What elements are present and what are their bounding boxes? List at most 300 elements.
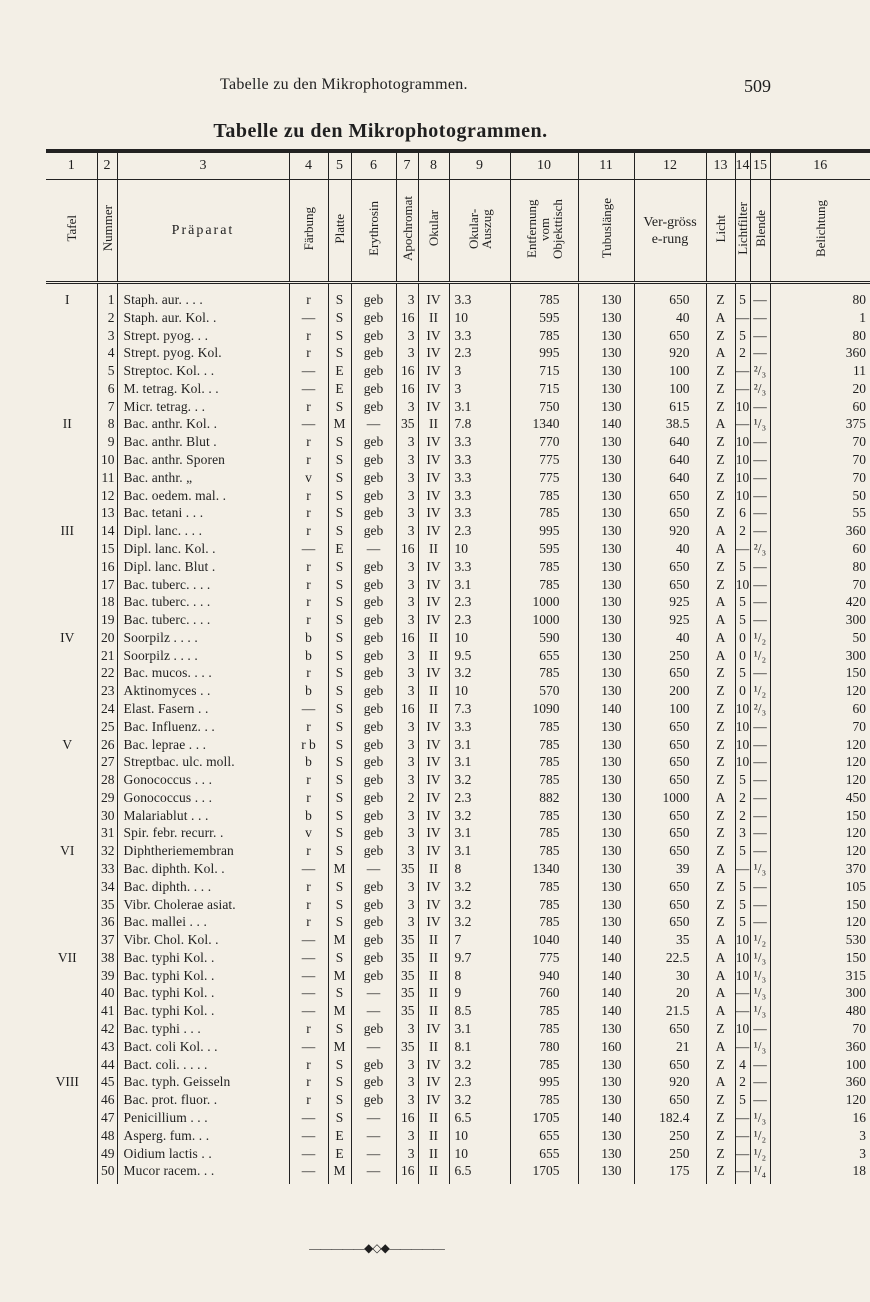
cell-okular: II bbox=[418, 1162, 449, 1184]
cell-vergroesserung: 650 bbox=[634, 771, 706, 789]
cell-okular-auszug: 3.2 bbox=[449, 771, 510, 789]
cell-okular: II bbox=[418, 1127, 449, 1145]
cell-nummer: 37 bbox=[97, 931, 117, 949]
cell-vergroesserung: 21 bbox=[634, 1038, 706, 1056]
cell-okular: IV bbox=[418, 344, 449, 362]
cell-tafel bbox=[46, 576, 97, 594]
cell-erythrosin: geb bbox=[351, 931, 396, 949]
cell-okular-auszug: 3 bbox=[449, 362, 510, 380]
cell-licht: Z bbox=[706, 1091, 735, 1109]
cell-faerbung: r bbox=[289, 451, 328, 469]
cell-okular-auszug: 6.5 bbox=[449, 1109, 510, 1127]
cell-okular-auszug: 8.5 bbox=[449, 1002, 510, 1020]
cell-licht: Z bbox=[706, 913, 735, 931]
cell-platte: S bbox=[328, 682, 351, 700]
cell-blende: ²/₃ bbox=[750, 700, 770, 718]
cell-praeparat: Bac. mucos. . . . bbox=[117, 664, 289, 682]
cell-faerbung: r bbox=[289, 896, 328, 914]
cell-okular-auszug: 10 bbox=[449, 1127, 510, 1145]
cell-belichtung: 150 bbox=[770, 896, 870, 914]
cell-entfernung: 785 bbox=[510, 504, 578, 522]
cell-faerbung: r bbox=[289, 344, 328, 362]
cell-faerbung: r bbox=[289, 771, 328, 789]
table-row bbox=[46, 611, 870, 629]
cell-tafel bbox=[46, 611, 97, 629]
cell-nummer: 42 bbox=[97, 1020, 117, 1038]
header-platte: Platte bbox=[328, 180, 351, 283]
cell-okular: IV bbox=[418, 504, 449, 522]
cell-apochromat: 3 bbox=[396, 1127, 418, 1145]
cell-blende: ¹/₂ bbox=[750, 1145, 770, 1163]
table-row bbox=[46, 931, 870, 949]
cell-tubuslaenge: 130 bbox=[578, 664, 634, 682]
cell-vergroesserung: 650 bbox=[634, 807, 706, 825]
cell-apochromat: 35 bbox=[396, 984, 418, 1002]
cell-nummer: 15 bbox=[97, 540, 117, 558]
column-number: 6 bbox=[351, 151, 396, 180]
cell-faerbung: b bbox=[289, 682, 328, 700]
cell-platte: E bbox=[328, 1127, 351, 1145]
cell-blende: — bbox=[750, 1091, 770, 1109]
cell-licht: Z bbox=[706, 283, 735, 309]
cell-okular-auszug: 3.2 bbox=[449, 878, 510, 896]
cell-erythrosin: geb bbox=[351, 807, 396, 825]
table-row bbox=[46, 1056, 870, 1074]
cell-faerbung: r bbox=[289, 433, 328, 451]
cell-licht: Z bbox=[706, 771, 735, 789]
cell-faerbung: — bbox=[289, 1145, 328, 1163]
cell-faerbung: b bbox=[289, 629, 328, 647]
cell-tubuslaenge: 130 bbox=[578, 1145, 634, 1163]
cell-okular: II bbox=[418, 949, 449, 967]
cell-belichtung: 105 bbox=[770, 878, 870, 896]
cell-vergroesserung: 250 bbox=[634, 1145, 706, 1163]
cell-entfernung: 655 bbox=[510, 1127, 578, 1145]
cell-vergroesserung: 650 bbox=[634, 718, 706, 736]
cell-erythrosin: geb bbox=[351, 398, 396, 416]
cell-blende: — bbox=[750, 309, 770, 327]
cell-praeparat: Bac. tuberc. . . . bbox=[117, 576, 289, 594]
table-row bbox=[46, 576, 870, 594]
cell-vergroesserung: 650 bbox=[634, 1020, 706, 1038]
cell-licht: A bbox=[706, 984, 735, 1002]
cell-entfernung: 785 bbox=[510, 878, 578, 896]
cell-tafel bbox=[46, 504, 97, 522]
cell-praeparat: Bac. Influenz. . . bbox=[117, 718, 289, 736]
table-row bbox=[46, 842, 870, 860]
cell-blende: — bbox=[750, 398, 770, 416]
cell-erythrosin: — bbox=[351, 1145, 396, 1163]
cell-praeparat: Bac. oedem. mal. . bbox=[117, 487, 289, 505]
cell-nummer: 47 bbox=[97, 1109, 117, 1127]
cell-licht: Z bbox=[706, 504, 735, 522]
cell-lichtfilter: 10 bbox=[735, 469, 750, 485]
cell-apochromat: 35 bbox=[396, 860, 418, 878]
cell-okular-auszug: 10 bbox=[449, 682, 510, 700]
cell-nummer: 48 bbox=[97, 1127, 117, 1145]
cell-okular-auszug: 6.5 bbox=[449, 1162, 510, 1184]
cell-entfernung: 785 bbox=[510, 824, 578, 842]
cell-apochromat: 3 bbox=[396, 1020, 418, 1038]
cell-platte: S bbox=[328, 824, 351, 842]
cell-tafel bbox=[46, 309, 97, 327]
cell-lichtfilter: — bbox=[735, 1127, 750, 1143]
cell-lichtfilter: — bbox=[735, 416, 750, 432]
cell-tubuslaenge: 140 bbox=[578, 949, 634, 967]
cell-okular: II bbox=[418, 682, 449, 700]
table-row bbox=[46, 433, 870, 451]
cell-nummer: 23 bbox=[97, 682, 117, 700]
cell-praeparat: Strept. pyog. Kol. bbox=[117, 344, 289, 362]
cell-belichtung: 16 bbox=[770, 1109, 870, 1127]
cell-erythrosin: geb bbox=[351, 1091, 396, 1109]
cell-entfernung: 655 bbox=[510, 647, 578, 665]
cell-platte: S bbox=[328, 309, 351, 327]
cell-erythrosin: geb bbox=[351, 896, 396, 914]
cell-erythrosin: geb bbox=[351, 682, 396, 700]
cell-praeparat: Bac. anthr. Blut . bbox=[117, 433, 289, 451]
cell-tafel bbox=[46, 807, 97, 825]
table-row bbox=[46, 344, 870, 362]
cell-apochromat: 3 bbox=[396, 504, 418, 522]
cell-okular-auszug: 3.2 bbox=[449, 807, 510, 825]
cell-lichtfilter: 10 bbox=[735, 736, 750, 752]
cell-entfernung: 595 bbox=[510, 540, 578, 558]
cell-platte: M bbox=[328, 860, 351, 878]
cell-okular-auszug: 3.1 bbox=[449, 576, 510, 594]
table-row bbox=[46, 451, 870, 469]
cell-nummer: 27 bbox=[97, 753, 117, 771]
cell-erythrosin: geb bbox=[351, 611, 396, 629]
table-row bbox=[46, 1073, 870, 1091]
table-row bbox=[46, 380, 870, 398]
cell-platte: M bbox=[328, 1002, 351, 1020]
cell-apochromat: 3 bbox=[396, 682, 418, 700]
cell-tubuslaenge: 140 bbox=[578, 700, 634, 718]
cell-okular-auszug: 9.7 bbox=[449, 949, 510, 967]
table-row bbox=[46, 949, 870, 967]
cell-apochromat: 3 bbox=[396, 664, 418, 682]
table-row bbox=[46, 1109, 870, 1127]
cell-vergroesserung: 1000 bbox=[634, 789, 706, 807]
cell-tubuslaenge: 130 bbox=[578, 647, 634, 665]
cell-entfernung: 1090 bbox=[510, 700, 578, 718]
cell-praeparat: Diphtheriemembran bbox=[117, 842, 289, 860]
cell-tafel bbox=[46, 824, 97, 842]
header-tubuslaenge: Tubuslänge bbox=[578, 180, 634, 283]
cell-lichtfilter: 5 bbox=[735, 842, 750, 860]
cell-lichtfilter: 10 bbox=[735, 434, 750, 450]
cell-tafel bbox=[46, 984, 97, 1002]
cell-lichtfilter: 10 bbox=[735, 398, 750, 414]
cell-erythrosin: — bbox=[351, 984, 396, 1002]
cell-vergroesserung: 39 bbox=[634, 860, 706, 878]
cell-entfernung: 785 bbox=[510, 576, 578, 594]
cell-erythrosin: — bbox=[351, 1002, 396, 1020]
cell-vergroesserung: 650 bbox=[634, 913, 706, 931]
cell-apochromat: 35 bbox=[396, 1002, 418, 1020]
cell-faerbung: r bbox=[289, 664, 328, 682]
cell-okular-auszug: 9 bbox=[449, 984, 510, 1002]
table-row bbox=[46, 1162, 870, 1184]
cell-okular: IV bbox=[418, 522, 449, 540]
cell-vergroesserung: 615 bbox=[634, 398, 706, 416]
cell-entfernung: 785 bbox=[510, 1002, 578, 1020]
cell-faerbung: r bbox=[289, 487, 328, 505]
cell-okular: IV bbox=[418, 611, 449, 629]
table-row bbox=[46, 629, 870, 647]
cell-blende: — bbox=[750, 842, 770, 860]
cell-tubuslaenge: 140 bbox=[578, 931, 634, 949]
cell-belichtung: 60 bbox=[770, 540, 870, 558]
cell-platte: S bbox=[328, 913, 351, 931]
cell-erythrosin: geb bbox=[351, 647, 396, 665]
cell-licht: Z bbox=[706, 487, 735, 505]
cell-nummer: 34 bbox=[97, 878, 117, 896]
cell-blende: ¹/₃ bbox=[750, 1109, 770, 1127]
cell-apochromat: 3 bbox=[396, 1145, 418, 1163]
column-number: 14 bbox=[735, 151, 750, 180]
cell-apochromat: 16 bbox=[396, 362, 418, 380]
cell-apochromat: 16 bbox=[396, 629, 418, 647]
cell-faerbung: b bbox=[289, 807, 328, 825]
cell-praeparat: Bac. typh. Geisseln bbox=[117, 1073, 289, 1091]
cell-licht: A bbox=[706, 415, 735, 433]
cell-vergroesserung: 920 bbox=[634, 344, 706, 362]
table-row bbox=[46, 309, 870, 327]
cell-okular-auszug: 8.1 bbox=[449, 1038, 510, 1056]
cell-licht: Z bbox=[706, 451, 735, 469]
cell-tafel bbox=[46, 789, 97, 807]
cell-tubuslaenge: 130 bbox=[578, 398, 634, 416]
table-row bbox=[46, 664, 870, 682]
cell-belichtung: 50 bbox=[770, 487, 870, 505]
cell-nummer: 43 bbox=[97, 1038, 117, 1056]
cell-faerbung: r b bbox=[289, 736, 328, 754]
cell-tafel bbox=[46, 913, 97, 931]
cell-belichtung: 370 bbox=[770, 860, 870, 878]
cell-vergroesserung: 650 bbox=[634, 824, 706, 842]
cell-licht: Z bbox=[706, 1109, 735, 1127]
cell-tafel: VII bbox=[57, 949, 77, 965]
cell-tafel bbox=[46, 931, 97, 949]
cell-apochromat: 3 bbox=[396, 753, 418, 771]
cell-belichtung: 3 bbox=[770, 1127, 870, 1145]
cell-tafel bbox=[46, 1127, 97, 1145]
cell-blende: — bbox=[750, 327, 770, 345]
cell-entfernung: 785 bbox=[510, 487, 578, 505]
cell-apochromat: 3 bbox=[396, 576, 418, 594]
cell-entfernung: 750 bbox=[510, 398, 578, 416]
cell-nummer: 8 bbox=[97, 415, 117, 433]
cell-okular: IV bbox=[418, 433, 449, 451]
cell-nummer: 38 bbox=[97, 949, 117, 967]
cell-tafel: III bbox=[60, 523, 74, 539]
cell-okular-auszug: 3.3 bbox=[449, 433, 510, 451]
cell-licht: A bbox=[706, 611, 735, 629]
cell-lichtfilter: 5 bbox=[735, 558, 750, 576]
cell-apochromat: 35 bbox=[396, 949, 418, 967]
cell-vergroesserung: 650 bbox=[634, 664, 706, 682]
cell-okular-auszug: 2.3 bbox=[449, 1073, 510, 1091]
cell-blende: ¹/₃ bbox=[750, 415, 770, 433]
cell-okular-auszug: 3.3 bbox=[449, 718, 510, 736]
cell-entfernung: 785 bbox=[510, 283, 578, 309]
cell-tubuslaenge: 130 bbox=[578, 1073, 634, 1091]
table-row bbox=[46, 540, 870, 558]
cell-entfernung: 940 bbox=[510, 967, 578, 985]
cell-nummer: 32 bbox=[97, 842, 117, 860]
cell-blende: ¹/₂ bbox=[750, 931, 770, 949]
cell-blende: — bbox=[750, 789, 770, 807]
cell-okular-auszug: 2.3 bbox=[449, 522, 510, 540]
cell-nummer: 16 bbox=[97, 558, 117, 576]
table-row bbox=[46, 896, 870, 914]
cell-okular: IV bbox=[418, 380, 449, 398]
cell-belichtung: 150 bbox=[770, 664, 870, 682]
cell-licht: Z bbox=[706, 380, 735, 398]
cell-entfernung: 785 bbox=[510, 1056, 578, 1074]
cell-faerbung: r bbox=[289, 283, 328, 309]
cell-licht: Z bbox=[706, 736, 735, 754]
cell-praeparat: Elast. Fasern . . bbox=[117, 700, 289, 718]
table-row bbox=[46, 504, 870, 522]
cell-tafel bbox=[46, 682, 97, 700]
cell-okular-auszug: 3.1 bbox=[449, 1020, 510, 1038]
cell-praeparat: Bac. typhi Kol. . bbox=[117, 984, 289, 1002]
cell-lichtfilter: 2 bbox=[735, 807, 750, 825]
cell-tafel bbox=[46, 487, 97, 505]
cell-belichtung: 70 bbox=[770, 469, 870, 487]
column-number: 13 bbox=[706, 151, 735, 180]
cell-okular: IV bbox=[418, 283, 449, 309]
cell-blende: — bbox=[750, 522, 770, 540]
cell-platte: M bbox=[328, 415, 351, 433]
cell-tafel bbox=[46, 362, 97, 380]
cell-apochromat: 16 bbox=[396, 1109, 418, 1127]
cell-praeparat: Strept. pyog. . . bbox=[117, 327, 289, 345]
cell-blende: — bbox=[750, 1056, 770, 1074]
cell-nummer: 46 bbox=[97, 1091, 117, 1109]
cell-tafel bbox=[46, 771, 97, 789]
cell-apochromat: 3 bbox=[396, 736, 418, 754]
cell-tubuslaenge: 160 bbox=[578, 1038, 634, 1056]
cell-okular-auszug: 8 bbox=[449, 860, 510, 878]
cell-entfernung: 785 bbox=[510, 736, 578, 754]
cell-tafel bbox=[46, 451, 97, 469]
cell-platte: S bbox=[328, 469, 351, 487]
end-ornament bbox=[0, 1241, 801, 1256]
cell-entfernung: 655 bbox=[510, 1145, 578, 1163]
cell-okular: IV bbox=[418, 896, 449, 914]
cell-praeparat: Vibr. Cholerae asiat. bbox=[117, 896, 289, 914]
cell-okular-auszug: 3.2 bbox=[449, 1056, 510, 1074]
cell-apochromat: 16 bbox=[396, 540, 418, 558]
micrograph-table bbox=[46, 149, 870, 1184]
cell-licht: Z bbox=[706, 718, 735, 736]
cell-okular-auszug: 3.3 bbox=[449, 504, 510, 522]
cell-praeparat: Oidium lactis . . bbox=[117, 1145, 289, 1163]
cell-entfernung: 785 bbox=[510, 718, 578, 736]
cell-belichtung: 60 bbox=[770, 398, 870, 416]
cell-vergroesserung: 920 bbox=[634, 522, 706, 540]
cell-entfernung: 1705 bbox=[510, 1162, 578, 1184]
cell-okular: IV bbox=[418, 1056, 449, 1074]
cell-nummer: 22 bbox=[97, 664, 117, 682]
cell-erythrosin: — bbox=[351, 1109, 396, 1127]
cell-apochromat: 35 bbox=[396, 967, 418, 985]
cell-blende: ¹/₄ bbox=[750, 1162, 770, 1184]
table-row bbox=[46, 1002, 870, 1020]
cell-platte: S bbox=[328, 1091, 351, 1109]
cell-apochromat: 3 bbox=[396, 824, 418, 842]
cell-lichtfilter: 10 bbox=[735, 754, 750, 770]
table-row bbox=[46, 362, 870, 380]
cell-faerbung: — bbox=[289, 984, 328, 1002]
cell-nummer: 25 bbox=[97, 718, 117, 736]
header-lichtfilter: Lichtfilter bbox=[735, 180, 750, 283]
cell-platte: S bbox=[328, 949, 351, 967]
cell-faerbung: v bbox=[289, 824, 328, 842]
cell-belichtung: 80 bbox=[770, 558, 870, 576]
table-row bbox=[46, 967, 870, 985]
cell-okular: II bbox=[418, 540, 449, 558]
cell-praeparat: Streptoc. Kol. . . bbox=[117, 362, 289, 380]
cell-tafel bbox=[46, 469, 97, 487]
cell-faerbung: — bbox=[289, 415, 328, 433]
cell-apochromat: 3 bbox=[396, 344, 418, 362]
cell-tubuslaenge: 130 bbox=[578, 469, 634, 487]
cell-tubuslaenge: 140 bbox=[578, 967, 634, 985]
cell-vergroesserung: 38.5 bbox=[634, 415, 706, 433]
cell-nummer: 24 bbox=[97, 700, 117, 718]
cell-apochromat: 3 bbox=[396, 771, 418, 789]
cell-faerbung: v bbox=[289, 469, 328, 487]
cell-nummer: 31 bbox=[97, 824, 117, 842]
cell-faerbung: — bbox=[289, 1002, 328, 1020]
cell-vergroesserung: 40 bbox=[634, 540, 706, 558]
cell-praeparat: Bac. typhi Kol. . bbox=[117, 967, 289, 985]
cell-lichtfilter: — bbox=[735, 540, 750, 556]
cell-tafel bbox=[46, 1002, 97, 1020]
cell-blende: — bbox=[750, 753, 770, 771]
cell-blende: ¹/₃ bbox=[750, 1038, 770, 1056]
cell-okular-auszug: 2.3 bbox=[449, 789, 510, 807]
cell-faerbung: — bbox=[289, 860, 328, 878]
cell-licht: A bbox=[706, 522, 735, 540]
cell-okular-auszug: 9.5 bbox=[449, 647, 510, 665]
cell-belichtung: 120 bbox=[770, 842, 870, 860]
cell-okular: IV bbox=[418, 487, 449, 505]
cell-nummer: 41 bbox=[97, 1002, 117, 1020]
cell-entfernung: 882 bbox=[510, 789, 578, 807]
cell-okular: IV bbox=[418, 807, 449, 825]
cell-praeparat: Asperg. fum. . . bbox=[117, 1127, 289, 1145]
cell-nummer: 33 bbox=[97, 860, 117, 878]
cell-lichtfilter: 10 bbox=[735, 487, 750, 503]
cell-tafel bbox=[46, 1145, 97, 1163]
cell-licht: A bbox=[706, 309, 735, 327]
cell-praeparat: Dipl. lanc. Kol. . bbox=[117, 540, 289, 558]
cell-belichtung: 70 bbox=[770, 451, 870, 469]
cell-licht: A bbox=[706, 344, 735, 362]
cell-tafel bbox=[46, 327, 97, 345]
cell-tubuslaenge: 130 bbox=[578, 682, 634, 700]
cell-entfernung: 995 bbox=[510, 522, 578, 540]
cell-tubuslaenge: 130 bbox=[578, 522, 634, 540]
cell-blende: — bbox=[750, 558, 770, 576]
cell-entfernung: 785 bbox=[510, 664, 578, 682]
